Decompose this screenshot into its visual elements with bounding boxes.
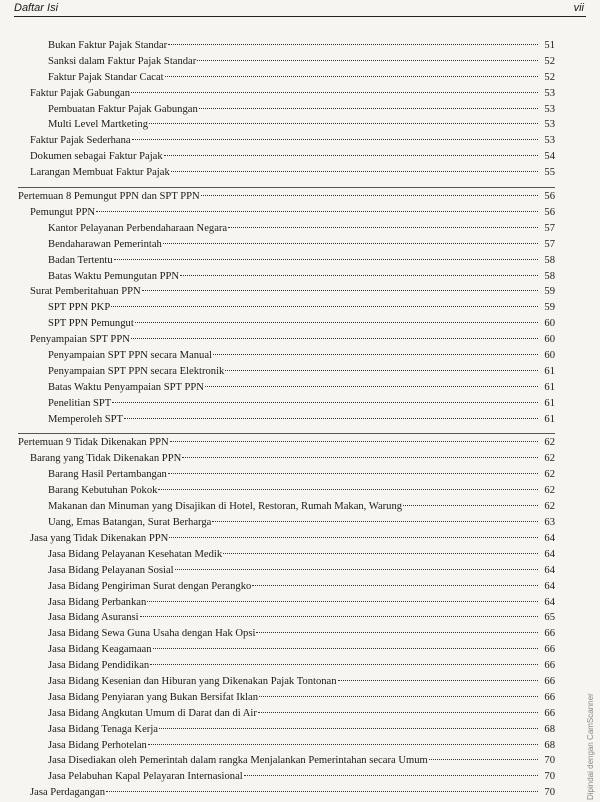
toc-entry-page: 64 — [544, 580, 555, 592]
dot-leader — [168, 472, 538, 474]
toc-entry-page: 66 — [544, 691, 555, 703]
dot-leader — [153, 647, 538, 649]
toc-entry-page: 61 — [544, 397, 555, 409]
dot-leader — [158, 488, 538, 490]
toc-entry-title: Jasa Bidang Penyiaran yang Bukan Bersifat Iklan — [48, 691, 259, 703]
dot-leader — [131, 337, 538, 339]
toc-entry-row[interactable] — [18, 364, 555, 380]
toc-entry-page: 52 — [544, 55, 555, 67]
toc-entry-title: Pertemuan 9 Tidak Dikenakan PPN — [18, 437, 169, 449]
toc-entry-row[interactable] — [18, 499, 555, 515]
dot-leader — [165, 75, 538, 77]
toc-entry-title: Jasa Bidang Asuransi — [48, 612, 139, 624]
dot-leader — [201, 194, 538, 196]
toc-entry-row[interactable] — [18, 483, 555, 499]
toc-entry-page: 59 — [544, 302, 555, 314]
toc-entry-row[interactable] — [18, 769, 555, 785]
toc-entry-page: 51 — [544, 40, 555, 51]
dot-leader — [259, 695, 538, 697]
toc-entry-page: 53 — [544, 135, 555, 147]
toc-entry-page: 60 — [544, 318, 555, 330]
dot-leader — [132, 138, 538, 140]
toc-entry-title: Pertemuan 8 Pemungut PPN dan SPT PPN — [18, 191, 200, 203]
toc-entry-row[interactable] — [18, 690, 555, 706]
dot-leader — [124, 417, 538, 419]
toc-entry-row[interactable] — [18, 38, 555, 54]
toc-entry-title: Badan Tertentu — [48, 254, 113, 266]
toc-entry-page: 54 — [544, 151, 555, 163]
toc-entry-page: 53 — [544, 103, 555, 115]
dot-leader — [159, 727, 538, 729]
toc-entry-title: Jasa Bidang Sewa Guna Usaha dengan Hak Opsi — [48, 628, 256, 640]
toc-entry-title: SPT PPN PKP — [48, 302, 111, 314]
toc-entry-row[interactable] — [18, 515, 555, 531]
toc-entry-row[interactable] — [18, 54, 555, 70]
dot-leader — [199, 107, 538, 109]
dot-leader — [180, 274, 538, 276]
toc-entry-title: Faktur Pajak Gabungan — [30, 87, 131, 99]
toc-entry-row[interactable] — [18, 117, 555, 133]
toc-entry-title: Penyampaian SPT PPN — [30, 334, 130, 346]
toc-entry-row[interactable] — [18, 412, 555, 428]
dot-leader — [223, 552, 538, 554]
dot-leader — [182, 456, 538, 458]
toc-entry-page: 62 — [544, 485, 555, 497]
dot-leader — [403, 504, 538, 506]
dot-leader — [114, 258, 538, 260]
dot-leader — [429, 758, 538, 760]
page-number: vii — [573, 2, 584, 14]
dot-leader — [148, 743, 538, 745]
toc-entry-page: 53 — [544, 119, 555, 131]
toc-entry-page: 62 — [544, 437, 555, 449]
toc-entry-row[interactable] — [18, 467, 555, 483]
toc-entry-title: Faktur Pajak Sederhana — [30, 135, 131, 147]
dot-leader — [147, 600, 538, 602]
toc-entry-row[interactable] — [18, 133, 555, 149]
toc-entry-row[interactable] — [18, 205, 555, 221]
dot-leader — [256, 631, 538, 633]
toc-entry-row[interactable] — [18, 269, 555, 285]
dot-leader — [228, 226, 538, 228]
toc-entry-row[interactable] — [18, 642, 555, 658]
scanner-watermark: Dipindai dengan CamScanner — [586, 693, 595, 800]
toc-entry-page: 62 — [544, 501, 555, 513]
dot-leader — [258, 711, 538, 713]
dot-leader — [175, 568, 538, 570]
toc-entry-title: Jasa Bidang Perhotelan — [48, 739, 147, 751]
dot-leader — [131, 91, 538, 93]
dot-leader — [142, 289, 538, 291]
toc-entry-row[interactable] — [18, 563, 555, 579]
toc-entry-row[interactable] — [18, 531, 555, 547]
toc-chapter-row[interactable] — [18, 187, 555, 205]
toc-entry-title: Penyampaian SPT PPN secara Manual — [48, 350, 212, 362]
dot-leader — [150, 663, 538, 665]
toc-entry-title: Jasa Bidang Tenaga Kerja — [48, 723, 158, 735]
toc-entry-page: 58 — [544, 270, 555, 282]
table-of-contents — [18, 38, 555, 801]
toc-entry-title: Jasa Pelabuhan Kapal Pelayaran Internasional — [48, 771, 243, 783]
toc-entry-title: Multi Level Martketing — [48, 119, 149, 131]
toc-entry-page: 68 — [544, 739, 555, 751]
toc-entry-page: 57 — [544, 238, 555, 250]
toc-entry-title: Jasa Bidang Angkutan Umum di Darat dan di Air — [48, 707, 257, 719]
dot-leader — [149, 122, 538, 124]
toc-entry-row[interactable] — [18, 284, 555, 300]
toc-entry-row[interactable] — [18, 149, 555, 165]
toc-entry-title: Batas Waktu Penyampaian SPT PPN — [48, 381, 204, 393]
toc-entry-title: Bendaharawan Pemerintah — [48, 238, 162, 250]
toc-entry-page: 62 — [544, 469, 555, 481]
toc-entry-page: 63 — [544, 517, 555, 529]
toc-entry-page: 56 — [544, 191, 555, 203]
toc-entry-title: Jasa Disediakan oleh Pemerintah dalam rangka Menjalankan Pemerintahan secara Umum — [48, 755, 428, 767]
toc-entry-row[interactable] — [18, 547, 555, 563]
toc-entry-row[interactable] — [18, 626, 555, 642]
toc-entry-page: 68 — [544, 723, 555, 735]
toc-entry-page: 58 — [544, 254, 555, 266]
toc-entry-title: Barang Hasil Pertambangan — [48, 469, 167, 481]
dot-leader — [338, 679, 538, 681]
dot-leader — [171, 170, 538, 172]
toc-entry-page: 70 — [544, 787, 555, 799]
dot-leader — [168, 43, 538, 45]
toc-entry-row[interactable] — [18, 396, 555, 412]
dot-leader — [135, 321, 538, 323]
toc-entry-row[interactable] — [18, 316, 555, 332]
toc-entry-row[interactable] — [18, 785, 555, 801]
toc-entry-title: Jasa Bidang Pengiriman Surat dengan Perangko — [48, 580, 252, 592]
toc-entry-row[interactable] — [18, 70, 555, 86]
toc-chapter-row[interactable] — [18, 433, 555, 451]
toc-entry-row[interactable] — [18, 380, 555, 396]
toc-entry-page: 61 — [544, 413, 555, 425]
toc-entry-page: 64 — [544, 564, 555, 576]
toc-entry-title: Jasa Perdagangan — [30, 787, 106, 799]
toc-entry-title: Jasa Bidang Keagamaan — [48, 644, 152, 656]
toc-entry-page: 66 — [544, 628, 555, 640]
toc-entry-title: Jasa Bidang Pelayanan Sosial — [48, 564, 174, 576]
toc-entry-row[interactable] — [18, 300, 555, 316]
toc-entry-title: Memperoleh SPT — [48, 413, 124, 425]
toc-entry-page: 59 — [544, 286, 555, 298]
toc-entry-row[interactable] — [18, 253, 555, 269]
toc-entry-page: 61 — [544, 381, 555, 393]
page-header — [14, 2, 586, 17]
toc-entry-page: 66 — [544, 660, 555, 672]
toc-entry-row[interactable] — [18, 165, 555, 181]
toc-entry-row[interactable] — [18, 706, 555, 722]
toc-entry-row[interactable] — [18, 332, 555, 348]
toc-entry-title: Jasa Bidang Perbankan — [48, 596, 147, 608]
toc-entry-row[interactable] — [18, 753, 555, 769]
toc-entry-title: Jasa yang Tidak Dikenakan PPN — [30, 532, 169, 544]
toc-entry-row[interactable] — [18, 237, 555, 253]
dot-leader — [164, 154, 538, 156]
dot-leader — [111, 305, 538, 307]
dot-leader — [244, 774, 538, 776]
toc-entry-title: Bukan Faktur Pajak Standar — [48, 40, 168, 51]
toc-entry-title: Uang, Emas Batangan, Surat Berharga — [48, 517, 212, 529]
toc-entry-page: 64 — [544, 532, 555, 544]
dot-leader — [96, 210, 538, 212]
toc-entry-title: Jasa Bidang Pelayanan Kesehatan Medik — [48, 548, 223, 560]
toc-entry-page: 55 — [544, 167, 555, 179]
toc-entry-title: Pembuatan Faktur Pajak Gabungan — [48, 103, 198, 115]
toc-entry-page: 60 — [544, 350, 555, 362]
toc-entry-title: Barang yang Tidak Dikenakan PPN — [30, 453, 182, 465]
toc-entry-row[interactable] — [18, 595, 555, 611]
toc-entry-row[interactable] — [18, 579, 555, 595]
dot-leader — [213, 353, 538, 355]
toc-entry-title: Jasa Bidang Kesenian dan Hiburan yang Dikenakan Pajak Tontonan — [48, 675, 337, 687]
toc-entry-page: 57 — [544, 222, 555, 234]
toc-entry-page: 61 — [544, 365, 555, 377]
toc-entry-title: Surat Pemberitahuan PPN — [30, 286, 141, 298]
dot-leader — [252, 584, 538, 586]
toc-entry-row[interactable] — [18, 102, 555, 118]
dot-leader — [169, 536, 538, 538]
toc-entry-title: Penyampaian SPT PPN secara Elektronik — [48, 365, 225, 377]
dot-leader — [205, 385, 538, 387]
running-title: Daftar Isi — [14, 2, 59, 14]
dot-leader — [225, 369, 538, 371]
toc-entry-title: Larangan Membuat Faktur Pajak — [30, 167, 170, 179]
dot-leader — [140, 615, 538, 617]
toc-entry-row[interactable] — [18, 451, 555, 467]
toc-entry-page: 60 — [544, 334, 555, 346]
toc-entry-title: Pemungut PPN — [30, 207, 96, 219]
toc-entry-row[interactable] — [18, 221, 555, 237]
toc-entry-title: Batas Waktu Pemungutan PPN — [48, 270, 180, 282]
toc-entry-title: Penelitian SPT — [48, 397, 112, 409]
toc-entry-page: 62 — [544, 453, 555, 465]
toc-entry-page: 64 — [544, 596, 555, 608]
toc-entry-title: Barang Kebutuhan Pokok — [48, 485, 158, 497]
toc-entry-title: Jasa Bidang Pendidikan — [48, 660, 150, 672]
toc-entry-row[interactable] — [18, 674, 555, 690]
dot-leader — [197, 59, 538, 61]
toc-entry-page: 65 — [544, 612, 555, 624]
toc-entry-page: 66 — [544, 675, 555, 687]
toc-entry-row[interactable] — [18, 722, 555, 738]
dot-leader — [170, 440, 538, 442]
dot-leader — [106, 790, 538, 792]
toc-entry-page: 64 — [544, 548, 555, 560]
toc-entry-page: 52 — [544, 71, 555, 83]
toc-entry-title: SPT PPN Pemungut — [48, 318, 134, 330]
toc-entry-row[interactable] — [18, 86, 555, 102]
toc-entry-row[interactable] — [18, 658, 555, 674]
dot-leader — [212, 520, 538, 522]
toc-entry-page: 53 — [544, 87, 555, 99]
toc-entry-page: 66 — [544, 644, 555, 656]
toc-entry-page: 56 — [544, 207, 555, 219]
toc-entry-title: Dokumen sebagai Faktur Pajak — [30, 151, 163, 163]
toc-entry-title: Sanksi dalam Faktur Pajak Standar — [48, 55, 197, 67]
dot-leader — [163, 242, 538, 244]
toc-entry-title: Faktur Pajak Standar Cacat — [48, 71, 164, 83]
dot-leader — [112, 401, 538, 403]
toc-entry-row[interactable] — [18, 610, 555, 626]
toc-entry-row[interactable] — [18, 348, 555, 364]
toc-entry-page: 70 — [544, 771, 555, 783]
toc-entry-title: Makanan dan Minuman yang Disajikan di Hotel, Restoran, Rumah Makan, Warung — [48, 501, 403, 513]
toc-entry-page: 66 — [544, 707, 555, 719]
toc-entry-page: 70 — [544, 755, 555, 767]
toc-entry-row[interactable] — [18, 738, 555, 754]
toc-entry-title: Kantor Pelayanan Perbendaharaan Negara — [48, 222, 228, 234]
